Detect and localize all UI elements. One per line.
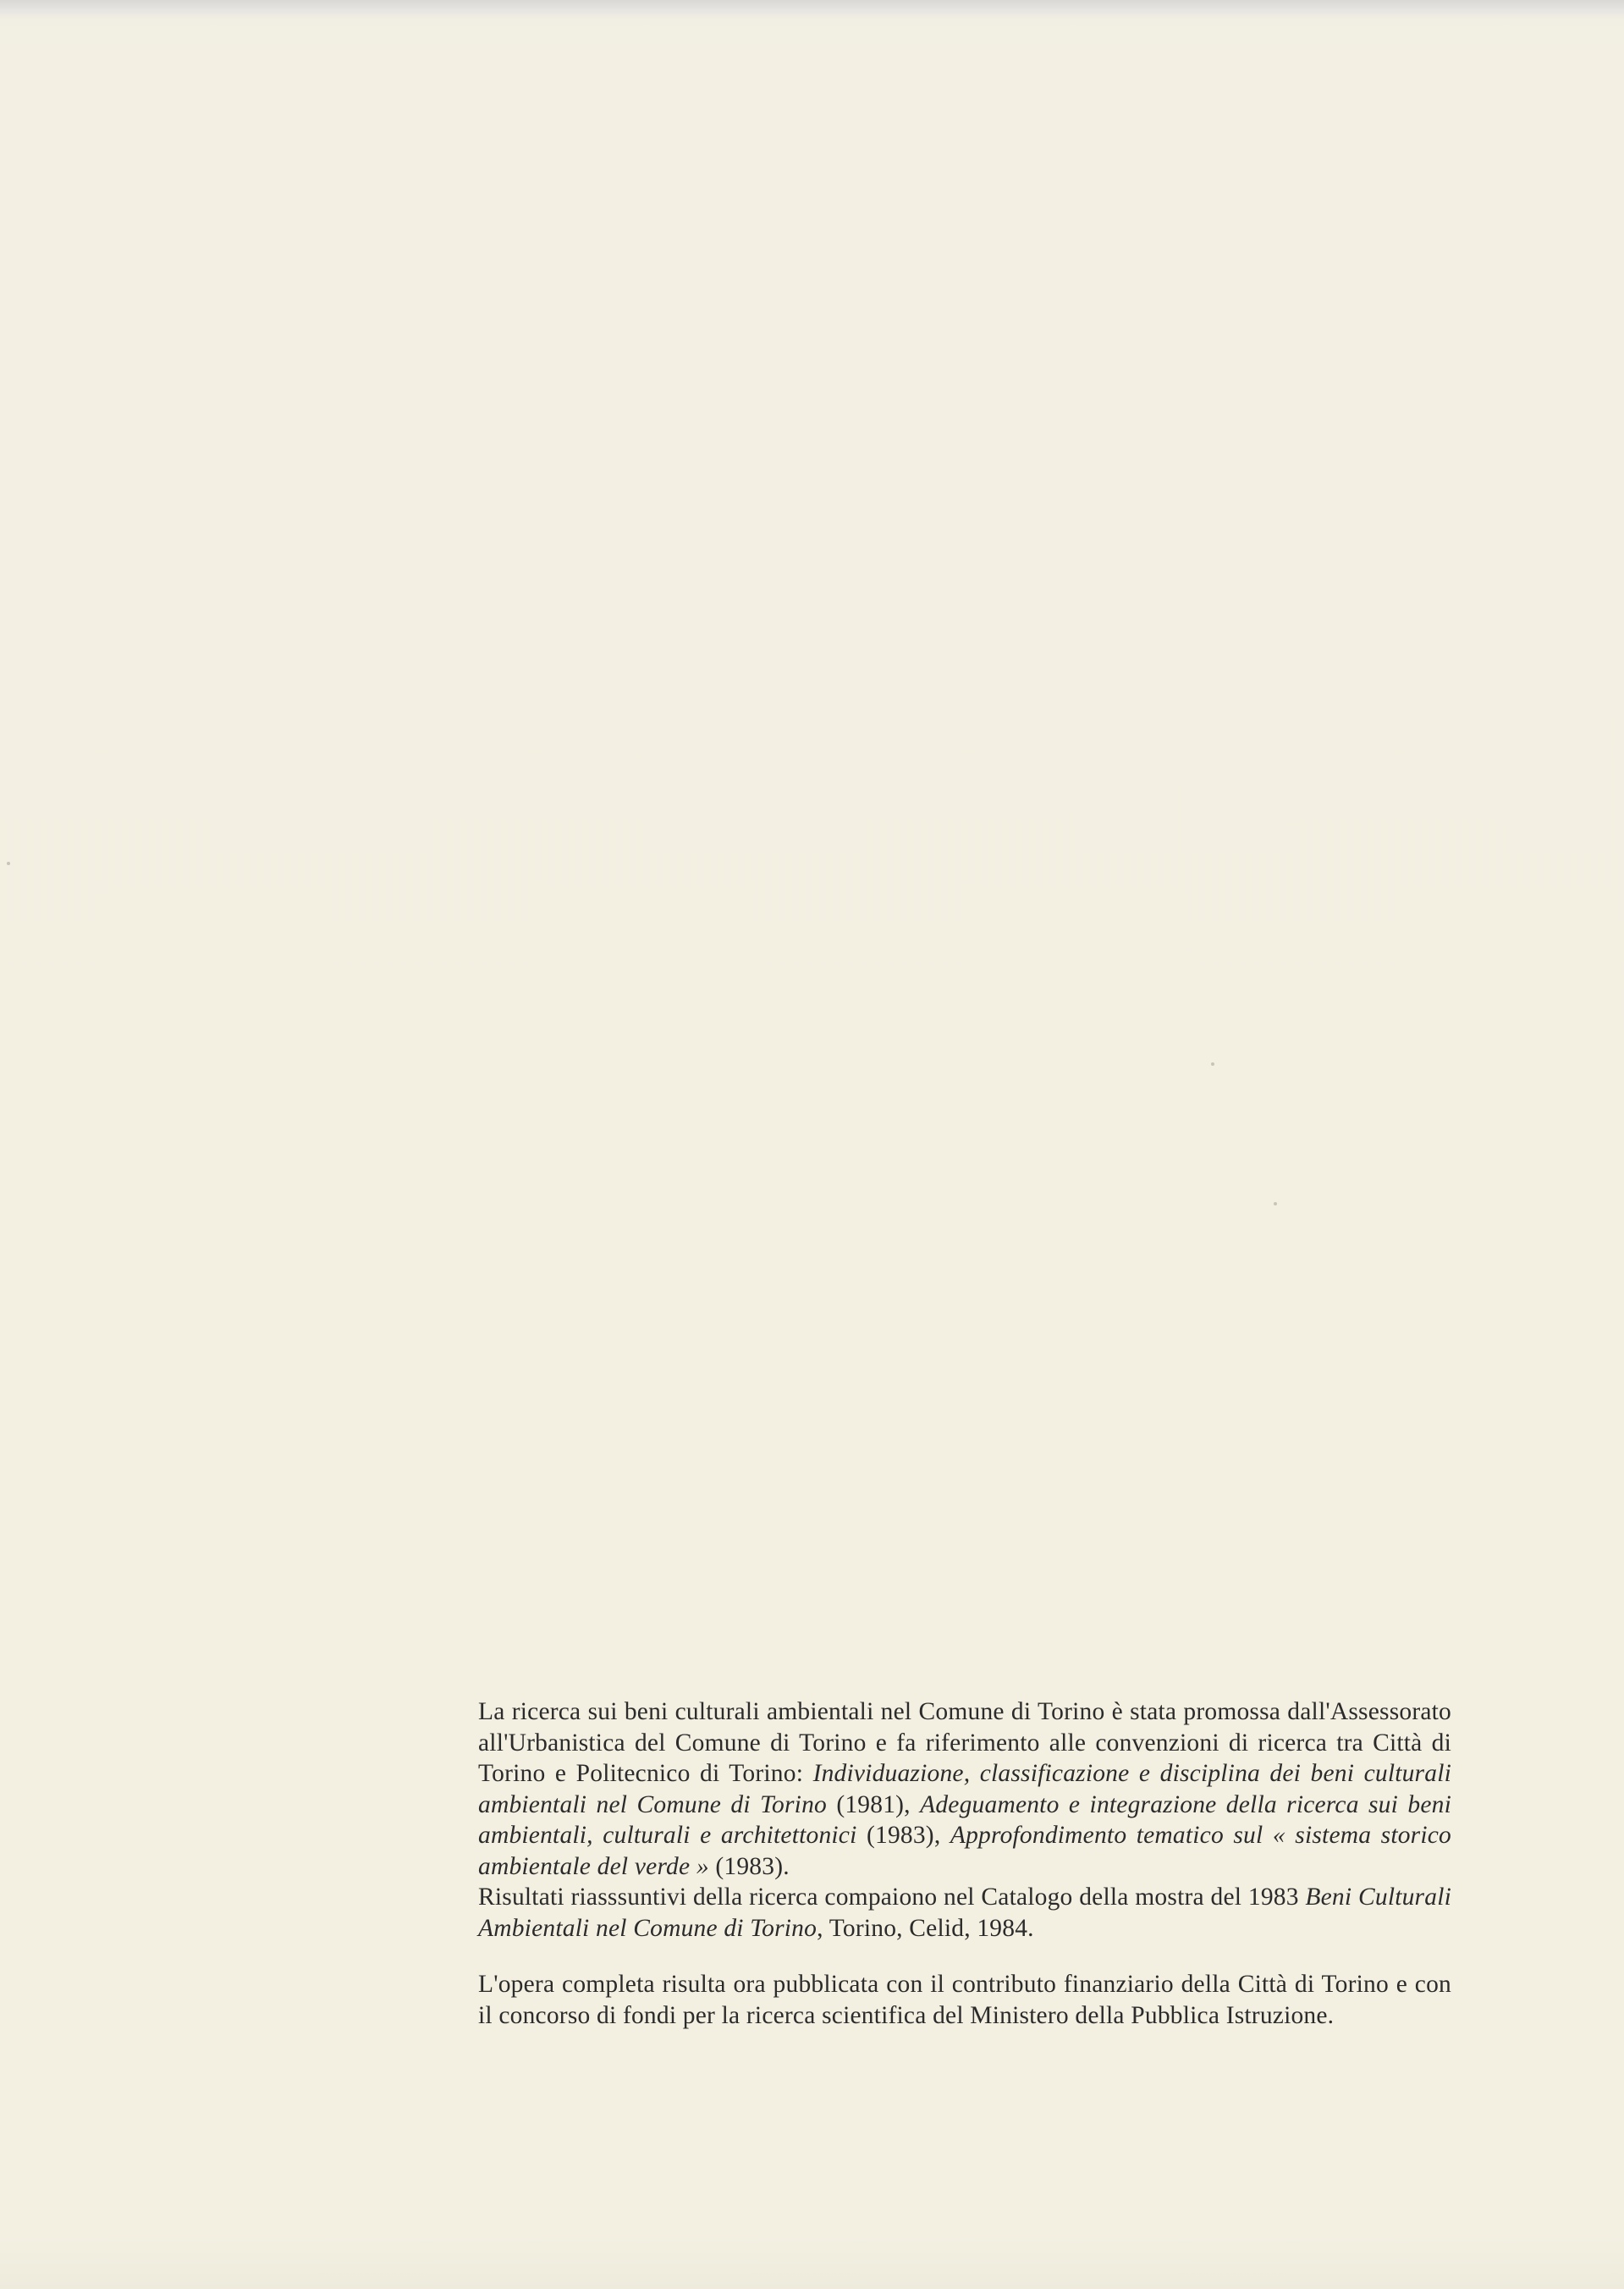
paragraph-1-title-3: Approfondimento tematico sul « sistema storico ambientale del verde » [478,1822,1452,1880]
page-top-edge [0,0,1624,19]
paragraph-2-text-2: , Torino, Celid, 1984. [817,1914,1034,1942]
paragraph-2-title: Beni Culturali Ambientali nel Comune di Torino [478,1884,1451,1942]
paragraph-1-title-2: Adeguamento e integrazione della ricerca sui beni ambientali, culturali e architettonici [478,1790,1451,1849]
paper-speck [1274,1202,1277,1205]
colophon-text [478,1696,1451,2031]
paragraph-1-text-1: La ricerca sui beni culturali ambientali nel Comune di Torino è stata promossa dall'Assessorato all'Urbanistica del Comune di Torino e fa riferimento alle convenzioni di ricerca tra Città di Torino e Politecnico di Torino: [478,1698,1451,1787]
paper-speck [1211,1062,1214,1066]
paragraph-2-text-1: Risultati riasssuntivi della ricerca compaiono nel Catalogo della mostra del 1983 [478,1884,1306,1911]
paragraph-funding [478,1969,1451,2031]
paragraph-3-text: L'opera completa risulta ora pubblicata con il contributo finanziario della Città di Torino e con il concorso di fondi per la ricerca scientifica del Ministero della Pubblica Istruzione. [478,1971,1451,2029]
paper-speck [7,862,10,865]
paragraph-1-title-1: Individuazione, classificazione e disciplina dei beni culturali ambientali nel Comune di Torino [478,1760,1451,1818]
paragraph-1-text-4: (1983). [708,1852,790,1880]
paragraph-research-promotion [478,1696,1451,1882]
paragraph-results-catalog [478,1882,1451,1944]
paragraph-1-text-3: (1983), [856,1822,950,1849]
paragraph-1-text-2: (1981), [826,1790,921,1818]
